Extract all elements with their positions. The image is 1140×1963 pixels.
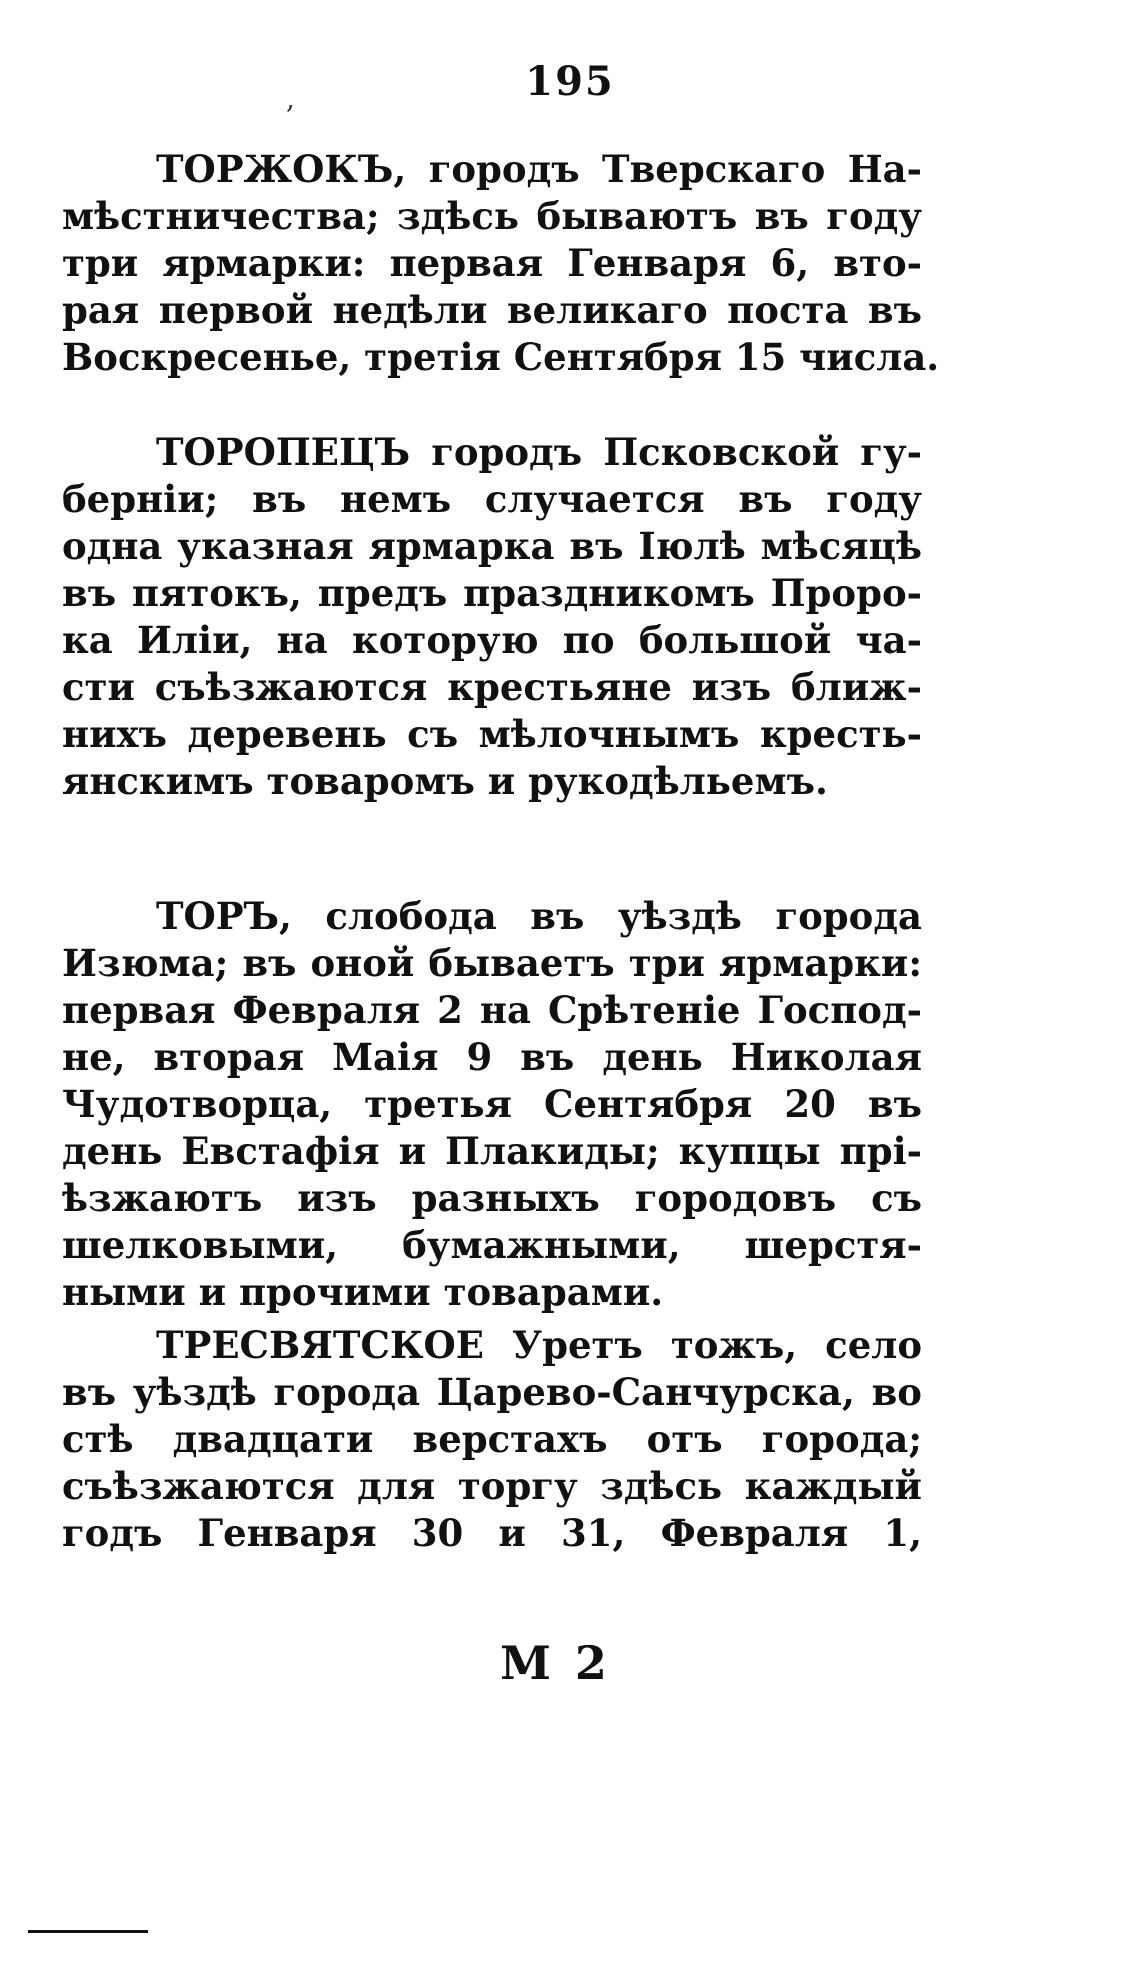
text-line: сти съѣзжаются крестьяне изъ ближ- <box>62 665 922 709</box>
entry-toropets <box>62 429 922 805</box>
text-line: рая первой недѣли великаго поста въ <box>62 288 922 332</box>
ink-mark: , <box>286 82 295 115</box>
text-line: шелковыми, бумажными, шерстя- <box>62 1223 922 1267</box>
text-line: Изюма; въ оной бываетъ три ярмарки: <box>62 941 922 985</box>
text-line: мѣстничества; здѣсь бываютъ въ году <box>62 194 922 238</box>
text-line: ными и прочими товарами. <box>62 1270 664 1314</box>
text-column <box>62 146 940 1557</box>
text-line: ТРЕСВЯТСКОЕ Уретъ тожъ, село <box>156 1323 922 1367</box>
text-line: стѣ двадцати верстахъ отъ города; <box>62 1417 922 1461</box>
text-line: день Евстафія и Плакиды; купцы прі- <box>62 1129 922 1173</box>
page-number: 195 <box>525 58 615 105</box>
entry-tor <box>62 893 922 1316</box>
text-line: ТОРЖОКЪ, городъ Тверскаго На- <box>156 147 922 191</box>
text-line: одна указная ярмарка въ Іюлѣ мѣсяцѣ <box>62 524 922 568</box>
paragraph-gap <box>62 381 922 429</box>
bottom-rule <box>28 1930 148 1933</box>
paragraph-gap <box>62 853 922 893</box>
text-line: первая Февраля 2 на Срѣтеніе Господ- <box>62 988 922 1032</box>
text-line: ѣзжаютъ изъ разныхъ городовъ съ <box>62 1176 922 1220</box>
entry-torzhok <box>62 146 940 381</box>
text-line: берніи; въ немъ случается въ году <box>62 477 922 521</box>
paragraph-gap <box>62 805 922 853</box>
text-line: годъ Генваря 30 и 31, Февраля 1, <box>62 1511 922 1555</box>
text-line: въ уѣздѣ города Царево-Санчурска, во <box>62 1370 922 1414</box>
text-line: нихъ деревень съ мѣлочнымъ кресть- <box>62 712 922 756</box>
text-line: Воскресенье, третія Сентября 15 числа. <box>62 335 940 379</box>
text-line: Чудотворца, третья Сентября 20 въ <box>62 1082 922 1126</box>
text-line: три ярмарки: первая Генваря 6, вто- <box>62 241 922 285</box>
text-line: янскимъ товаромъ и рукодѣльемъ. <box>62 759 828 803</box>
text-line: ТОРЪ, слобода въ уѣздѣ города <box>156 894 922 938</box>
signature-mark: М 2 <box>500 1636 611 1690</box>
text-line: въ пятокъ, предъ праздникомъ Проро- <box>62 571 922 615</box>
text-line: ТОРОПЕЦЪ городъ Псковской гу- <box>156 430 922 474</box>
text-line: не, вторая Маія 9 въ день Николая <box>62 1035 922 1079</box>
text-line: съѣзжаются для торгу здѣсь каждый <box>62 1464 922 1508</box>
text-line: ка Иліи, на которую по большой ча- <box>62 618 922 662</box>
entry-tresvyatskoe <box>62 1322 922 1557</box>
